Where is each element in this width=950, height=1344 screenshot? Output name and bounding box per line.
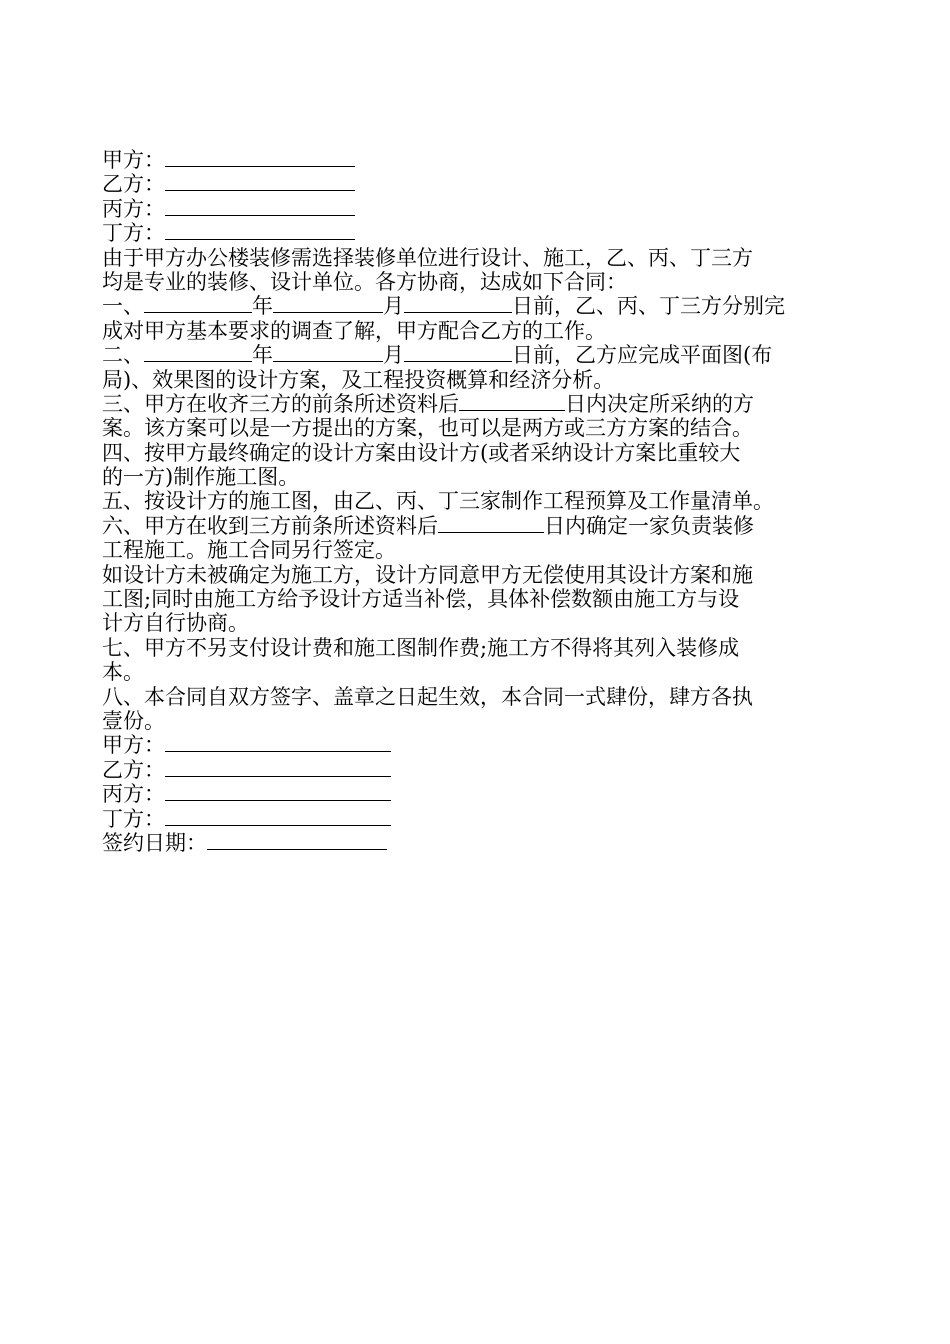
signature-blank [165, 221, 355, 240]
clause-7-cont: 本。 [102, 660, 144, 685]
signature-blank [165, 197, 355, 216]
clause-8: 八、本合同自双方签字、盖章之日起生效，本合同一式肆份，肆方各执 [102, 684, 753, 709]
party-line-b-bottom [102, 758, 852, 782]
clause-8-cont: 壹份。 [102, 708, 165, 733]
party-line-d-top [102, 221, 852, 245]
signature-blank [165, 782, 391, 801]
party-label: 丙方： [102, 782, 165, 807]
note-line: 如设计方未被确定为施工方，设计方同意甲方无偿使用其设计方案和施 [102, 562, 753, 587]
clause-7: 七、甲方不另支付设计费和施工图制作费;施工方不得将其列入装修成 [102, 635, 740, 660]
clause-number: 一、 [102, 294, 144, 319]
days-blank [438, 514, 544, 533]
party-line-a-top [102, 148, 852, 172]
clause-4: 四、按甲方最终确定的设计方案由设计方(或者采纳设计方案比重较大 [102, 440, 741, 465]
year-label: 年 [252, 294, 273, 319]
clause-3 [102, 392, 852, 416]
clause-2-cont: 局)、效果图的设计方案，及工程投资概算和经济分析。 [102, 367, 615, 392]
party-label: 乙方： [102, 172, 165, 197]
days-blank [459, 392, 565, 411]
clause-text: 日内确定一家负责装修 [544, 513, 754, 538]
party-line-c-bottom [102, 782, 852, 806]
clause-1-cont: 成对甲方基本要求的调查了解，甲方配合乙方的工作。 [102, 318, 606, 343]
day-blank [404, 343, 512, 362]
clause-2 [102, 343, 852, 367]
year-blank [144, 294, 252, 313]
clause-text: 六、甲方在收到三方前条所述资料后 [102, 513, 438, 538]
party-label: 乙方： [102, 757, 165, 782]
month-blank [273, 294, 383, 313]
party-line-a-bottom [102, 733, 852, 757]
date-blank [207, 831, 387, 850]
party-line-b-top [102, 172, 852, 196]
year-label: 年 [252, 343, 273, 368]
party-label: 丁方： [102, 806, 165, 831]
clause-text: 三、甲方在收齐三方的前条所述资料后 [102, 391, 459, 416]
month-blank [273, 343, 383, 362]
clause-text: 日内决定所采纳的方 [565, 391, 754, 416]
sign-date-label: 签约日期： [102, 830, 207, 855]
signature-blank [165, 733, 391, 752]
month-label: 月 [383, 294, 404, 319]
day-blank [404, 294, 512, 313]
intro-line: 由于甲方办公楼装修需选择装修单位进行设计、施工，乙、丙、丁三方 [102, 245, 753, 270]
signature-blank [165, 172, 355, 191]
note-line: 计方自行协商。 [102, 611, 249, 636]
year-blank [144, 343, 252, 362]
month-label: 月 [383, 343, 404, 368]
party-label: 甲方： [102, 733, 165, 758]
party-label: 甲方： [102, 148, 165, 172]
party-label: 丁方： [102, 221, 165, 246]
signature-blank [165, 148, 355, 167]
clause-4-cont: 的一方)制作施工图。 [102, 465, 300, 490]
clause-3-cont: 案。该方案可以是一方提出的方案，也可以是两方或三方方案的结合。 [102, 416, 753, 441]
clause-number: 二、 [102, 343, 144, 368]
contract-body [102, 148, 852, 855]
clause-6 [102, 514, 852, 538]
clause-1 [102, 294, 852, 318]
party-label: 丙方： [102, 196, 165, 221]
note-line: 工图;同时由施工方给予设计方适当补偿，具体补偿数额由施工方与设 [102, 587, 740, 612]
signature-blank [165, 758, 391, 777]
clause-6-cont: 工程施工。施工合同另行签定。 [102, 538, 396, 563]
party-line-c-top [102, 197, 852, 221]
sign-date-line [102, 831, 852, 855]
clause-text: 日前，乙方应完成平面图(布 [512, 343, 773, 368]
intro-line: 均是专业的装修、设计单位。各方协商，达成如下合同： [102, 269, 627, 294]
clause-text: 日前，乙、丙、丁三方分别完 [512, 294, 785, 319]
clause-5: 五、按设计方的施工图，由乙、丙、丁三家制作工程预算及工作量清单。 [102, 489, 774, 514]
party-line-d-bottom [102, 807, 852, 831]
signature-blank [165, 807, 391, 826]
